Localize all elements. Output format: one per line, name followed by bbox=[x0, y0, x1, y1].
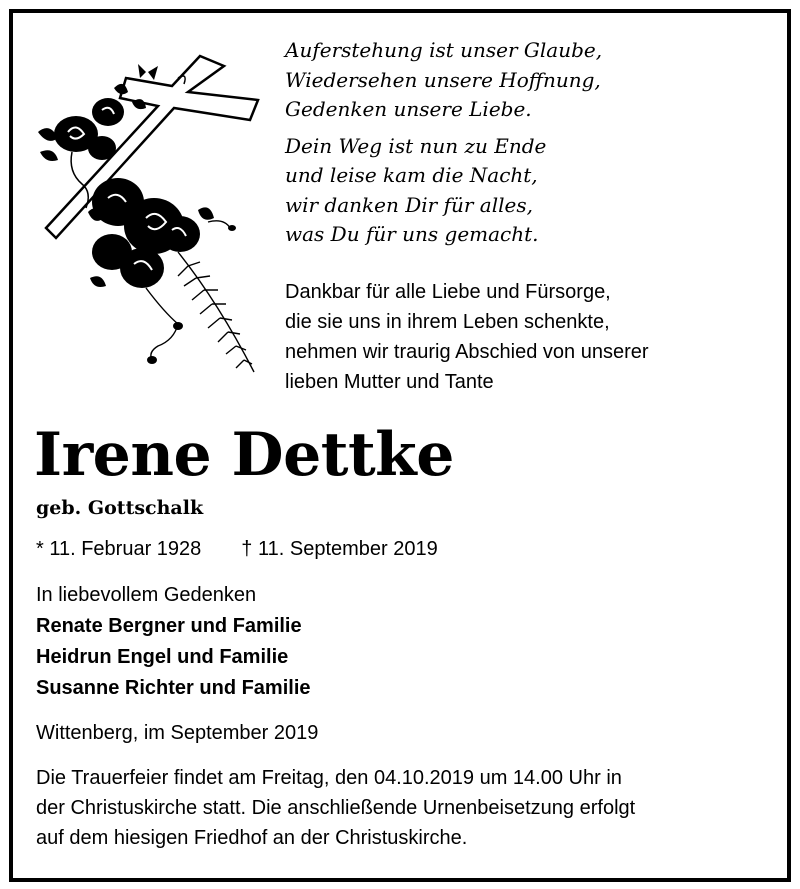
poem-line: wir danken Dir für alles, bbox=[285, 192, 533, 217]
poem-line: Auferstehung ist unser Glaube, bbox=[285, 38, 603, 62]
service-line: auf dem hiesigen Friedhof an der Christuskirche. bbox=[36, 827, 468, 849]
poem-stanza bbox=[285, 36, 765, 125]
thanks-line: lieben Mutter und Tante bbox=[285, 371, 494, 393]
service-line: der Christuskirche statt. Die anschließende Urnenbeisetzung erfolgt bbox=[36, 797, 636, 819]
poem-line: Gedenken unsere Liebe. bbox=[285, 97, 532, 121]
service-line: Die Trauerfeier findet am Freitag, den 04.10.2019 um 14.00 Uhr in bbox=[36, 767, 622, 789]
maiden-name: geb. Gottschalk bbox=[36, 497, 204, 519]
mourner-family: Heidrun Engel und Familie bbox=[36, 646, 289, 668]
thanks-line: nehmen wir traurig Abschied von unserer bbox=[285, 341, 649, 363]
poem-line: was Du für uns gemacht. bbox=[285, 222, 539, 246]
mourners bbox=[36, 580, 311, 704]
death-date: † 11. September 2019 bbox=[241, 538, 438, 560]
mourner-family: Renate Bergner und Familie bbox=[36, 615, 302, 637]
cross-with-roses-icon bbox=[28, 42, 268, 382]
poem-line: und leise kam die Nacht, bbox=[285, 163, 538, 187]
poem-stanza bbox=[285, 132, 765, 250]
deceased-name: Irene Dettke bbox=[34, 420, 454, 490]
funeral-service-info bbox=[36, 763, 776, 853]
thanks-line: Dankbar für alle Liebe und Fürsorge, bbox=[285, 281, 611, 303]
poem-line: Wiedersehen unsere Hoffnung, bbox=[285, 67, 601, 92]
poem-line: Dein Weg ist nun zu Ende bbox=[285, 133, 547, 158]
thanks-line: die sie uns in ihrem Leben schenkte, bbox=[285, 311, 610, 333]
birth-date: * 11. Februar 1928 bbox=[36, 538, 202, 560]
poem bbox=[285, 36, 765, 257]
mourner-family: Susanne Richter und Familie bbox=[36, 677, 311, 699]
life-dates bbox=[36, 538, 438, 561]
thanks-paragraph bbox=[285, 277, 775, 397]
mourners-intro: In liebevollem Gedenken bbox=[36, 584, 257, 606]
place-date: Wittenberg, im September 2019 bbox=[36, 722, 319, 744]
